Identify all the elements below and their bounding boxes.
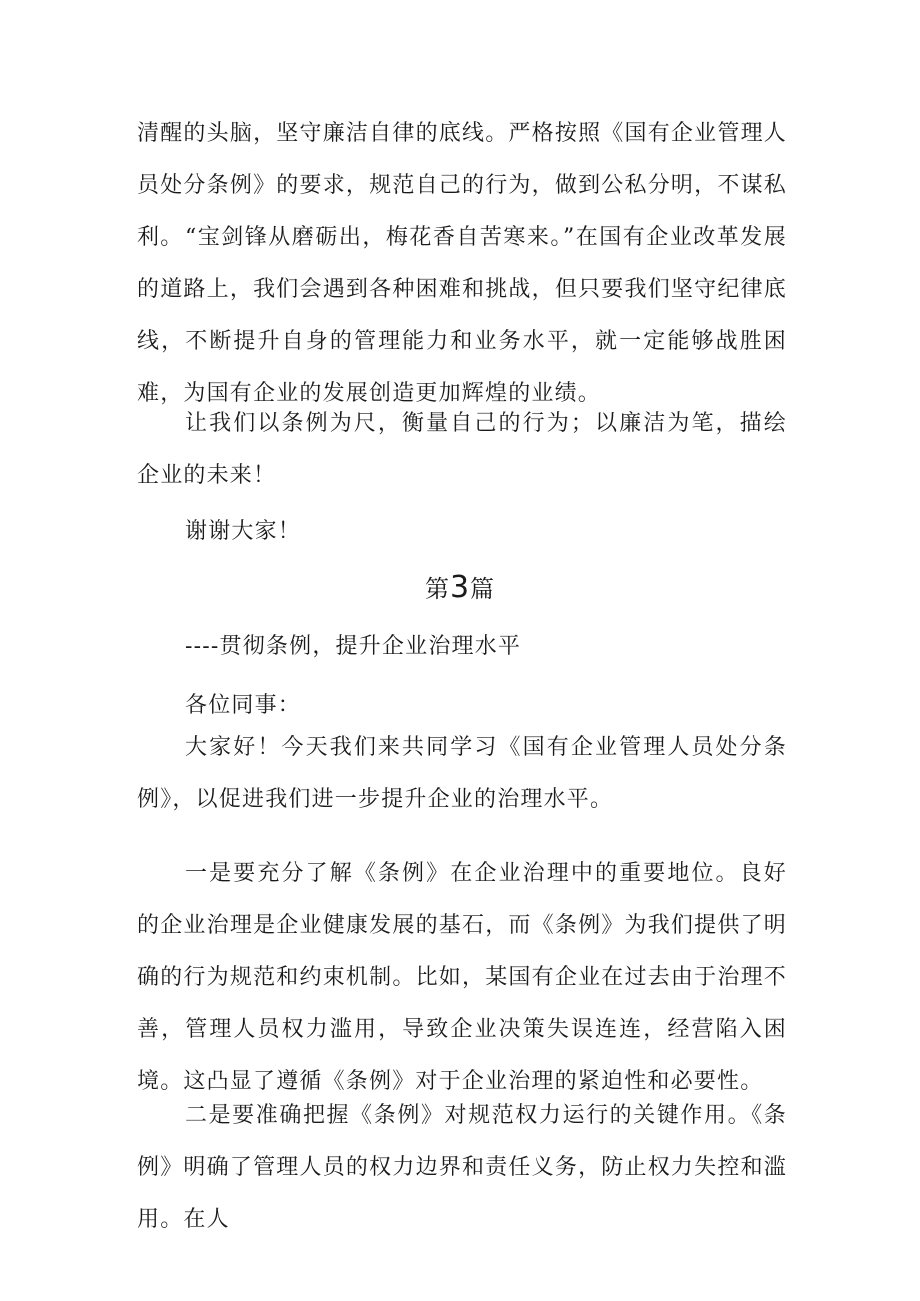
paragraph-intro: 大家好！今天我们来共同学习《国有企业管理人员处分条例》，以促进我们进一步提升企业的治理水平。 [137,735,787,812]
section-subtitle: ----贯彻条例，提升企业治理水平 [185,634,522,659]
section-heading-number: 3 [449,570,471,605]
section-heading-prefix: 第 [424,575,450,603]
greeting-line: 各位同事： [185,693,302,718]
paragraph-point-two: 二是要准确把握《条例》对规范权力运行的关键作用。《条例》明确了管理人员的权力边界和责任义务，防止权力失控和滥用。在人 [137,1103,787,1232]
paragraph-continuation: 清醒的头脑，坚守廉洁自律的底线。严格按照《国有企业管理人员处分条例》的要求，规范自己的行为，做到公私分明，不谋私利。 [137,121,787,250]
section-heading-suffix: 篇 [470,575,496,603]
paragraph-closing: 让我们以条例为尺，衡量自己的行为；以廉洁为笔，描绘企业的未来！ [137,411,787,488]
section-heading [0,568,920,609]
paragraph-point-one: 一是要充分了解《条例》在企业治理中的重要地位。良好的企业治理是企业健康发展的基石，而《条例》为我们提供了明确的行为规范和约束机制。比如，某国有企业在过去由于治理不善，管理人员权力滥用，导致企业决策失误连连，经营陷入困境。这凸显了遵循《条例》对于企业治理的紧迫性和必要性。 [137,861,787,1094]
paragraph-quote: “宝剑锋从磨砺出，梅花香自苦寒来。”在国有企业改革发展的道路上，我们会遇到各种困难和挑战，但只要我们坚守纪律底线，不断提升自身的管理能力和业务水平，就一定能够战胜困难，为国有企业的发展创造更加辉煌的业绩。 [137,225,787,406]
thanks-line: 谢谢大家！ [185,519,302,544]
